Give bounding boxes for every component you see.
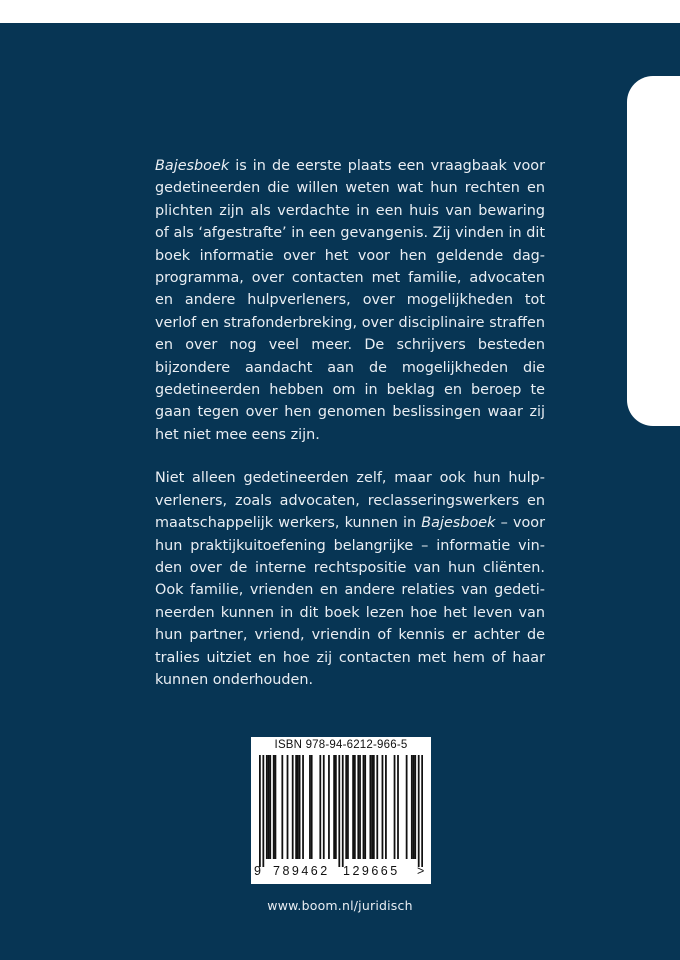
- cover-flap-tab: [627, 76, 680, 426]
- barcode-bar: [352, 755, 354, 859]
- barcode-bar: [333, 755, 335, 859]
- barcode-bar: [411, 755, 413, 859]
- barcode-bar: [373, 755, 375, 859]
- book-title-italic: Bajesboek: [155, 158, 230, 174]
- barcode-bar: [323, 755, 325, 859]
- barcode-bar: [382, 755, 384, 859]
- barcode-bar: [363, 755, 365, 859]
- barcode-bar: [281, 755, 283, 859]
- barcode-bar: [364, 755, 366, 859]
- barcode-lead-digit: 9: [254, 864, 261, 878]
- blurb-paragraph-1-text: is in de eerste plaats een vraagbaak voor gedetineerden die willen weten wat hun rechten en plichten zijn als verdachte in een huis van bewaring of als ‘afgestrafte’ in een gevangenis. Zij vinden in dit boek informatie over het voor hen geldende dag-programma, over contacten met familie, advocaten en andere hulpverleners, over mogelijkheden tot verlof en strafonderbreking, over disciplinaire straffen en over nog veel meer. De schrijvers besteden bijzondere aandacht aan de mogelijkheden die gedetineerden hebben om in beklag en beroep te gaan tegen over hen genomen beslissingen waar zij het niet mee eens zijn.: [155, 158, 545, 443]
- barcode-bar: [273, 755, 275, 859]
- blurb-paragraph-2: [155, 467, 545, 691]
- barcode-bar: [354, 755, 356, 859]
- barcode-bar: [418, 755, 420, 867]
- barcode-bar: [385, 755, 387, 859]
- barcode-bar: [342, 755, 344, 867]
- blurb-paragraph-2-text-after: – voor hun praktijkuitoefening belangrijke – informatie vin-den over de interne rechtspositie van hun cliënten. Ook familie, vrienden en andere relaties van gedeti-neerden kunnen in dit boek lezen hoe het leven van hun partner, vriend, vriendin of kennis er achter de tralies uitziet en hoe zij contacten met hem of haar kunnen onderhouden.: [155, 515, 545, 688]
- barcode-end-marker: >: [417, 864, 425, 878]
- barcode-panel: [251, 737, 431, 884]
- barcode-bar: [335, 755, 337, 859]
- isbn-label: ISBN 978-94-6212-966-5: [274, 739, 408, 751]
- barcode-bar: [376, 755, 378, 859]
- barcode-bar: [413, 755, 415, 859]
- barcode-bar: [268, 755, 270, 859]
- barcode-bar: [299, 755, 301, 859]
- barcode-bar: [371, 755, 373, 859]
- barcode-bar: [328, 755, 330, 859]
- barcode-bar: [359, 755, 361, 859]
- barcode-bar: [297, 755, 299, 859]
- barcode-bar: [406, 755, 408, 859]
- barcode-bar: [319, 755, 321, 859]
- barcode-bar: [345, 755, 347, 859]
- barcode-bar: [295, 755, 297, 859]
- blurb-paragraph-2-text-before: Niet alleen gedetineerden zelf, maar ook hun hulp-verleners, zoals advocaten, reclasseringswerkers en maatschappelijk werkers, kunnen in: [155, 470, 545, 532]
- barcode-bar: [347, 755, 349, 859]
- book-title-italic: Bajesboek: [421, 515, 496, 532]
- barcode-bar: [262, 755, 264, 867]
- blurb-text: [155, 155, 545, 712]
- barcode-bar: [275, 755, 277, 859]
- barcode-bar: [266, 755, 268, 859]
- barcode-bar: [394, 755, 396, 859]
- barcode-bar: [259, 755, 261, 867]
- barcode-bar: [302, 755, 304, 859]
- blurb-paragraph-1: [155, 155, 545, 446]
- barcode-bar: [292, 755, 294, 859]
- barcode-bar: [369, 755, 371, 859]
- barcode-bar: [287, 755, 289, 859]
- barcode-bar: [414, 755, 416, 859]
- barcode-bar: [269, 755, 271, 859]
- back-cover: [0, 23, 680, 960]
- barcode-bar: [397, 755, 399, 859]
- barcode-digits-right: 129665: [343, 864, 400, 878]
- barcode-bar: [338, 755, 340, 867]
- barcode-bar: [421, 755, 423, 867]
- barcode-icon: [259, 755, 423, 867]
- barcode-bar: [357, 755, 359, 859]
- publisher-url: www.boom.nl/juridisch: [267, 898, 413, 913]
- barcode-bar: [311, 755, 313, 859]
- barcode-bar: [309, 755, 311, 859]
- barcode-digits-left: 789462: [273, 864, 330, 878]
